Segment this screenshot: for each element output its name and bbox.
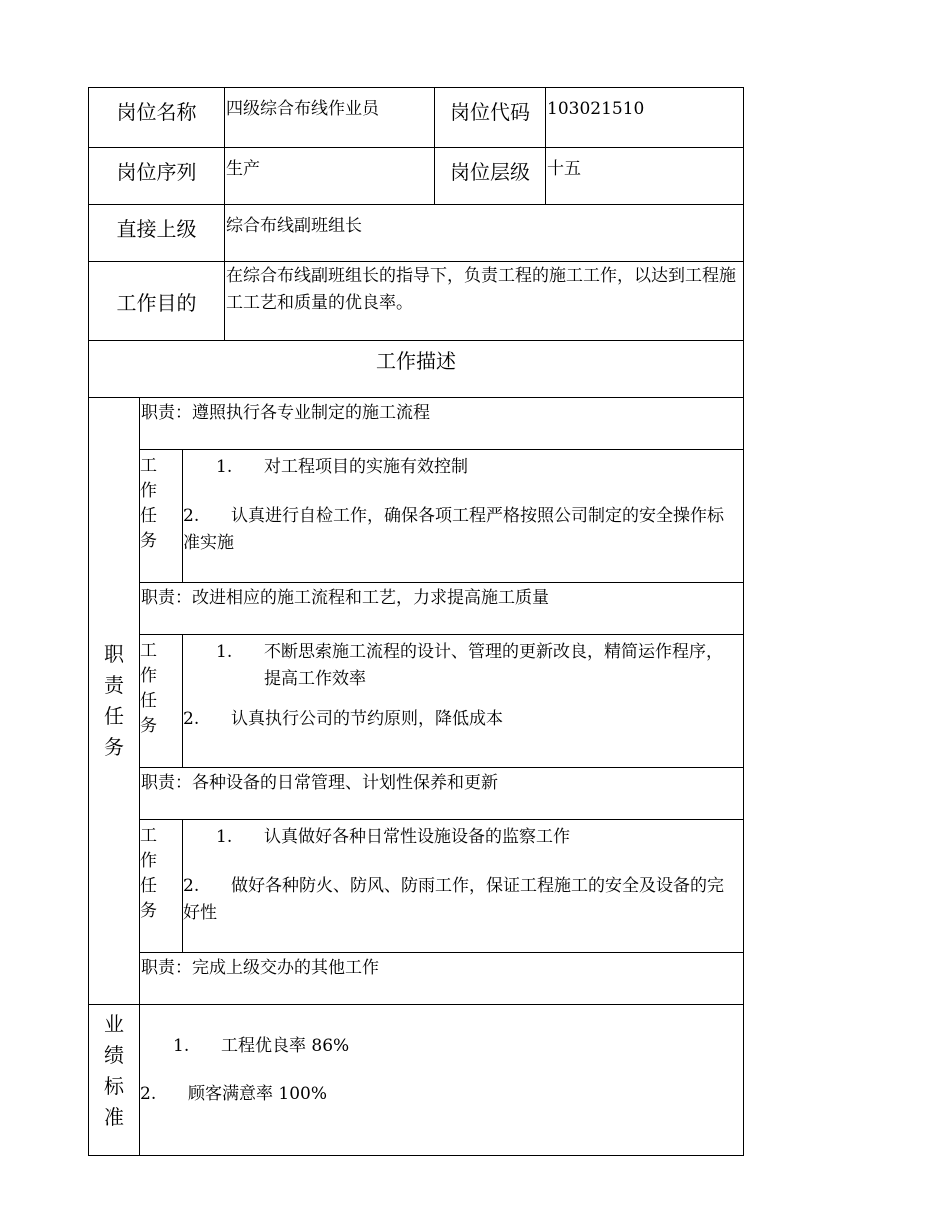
row-sequence	[89, 148, 744, 205]
row-description-title	[89, 341, 744, 398]
task-list	[183, 635, 744, 768]
performance-item: 1. 工程优良率 86%	[173, 1036, 350, 1056]
task-item: 2. 认真进行自检工作，确保各项工程严格按照公司制定的安全操作标准实施	[183, 506, 724, 553]
duty-row	[89, 768, 744, 820]
task-list	[183, 450, 744, 583]
duty-title: 职责：遵照执行各专业制定的施工流程	[140, 398, 744, 450]
performance-item: 2. 顾客满意率 100%	[140, 1084, 328, 1104]
row-purpose	[89, 262, 744, 341]
task-item: 2. 做好各种防火、防风、防雨工作，保证工程施工的安全及设备的完好性	[183, 876, 724, 923]
sequence-label: 岗位序列	[89, 148, 225, 205]
purpose-value: 在综合布线副班组长的指导下，负责工程的施工工作，以达到工程施工工艺和质量的优良率。	[225, 262, 744, 341]
position-name-label: 岗位名称	[89, 88, 225, 148]
job-description-table	[88, 87, 744, 1156]
duty-row	[89, 398, 744, 450]
task-row	[89, 450, 744, 583]
task-side-label: 工 作 任 务	[140, 820, 183, 953]
task-row	[89, 635, 744, 768]
task-row	[89, 820, 744, 953]
row-performance	[89, 1005, 744, 1156]
duty-title: 职责：完成上级交办的其他工作	[140, 953, 744, 1005]
row-supervisor	[89, 205, 744, 262]
duty-title: 职责：各种设备的日常管理、计划性保养和更新	[140, 768, 744, 820]
sequence-value: 生产	[225, 148, 435, 205]
level-value: 十五	[546, 148, 744, 205]
task-side-label: 工 作 任 务	[140, 635, 183, 768]
row-position-name	[89, 88, 744, 148]
position-name-value: 四级综合布线作业员	[225, 88, 435, 148]
description-title: 工作描述	[89, 341, 744, 398]
level-label: 岗位层级	[435, 148, 546, 205]
job-description-document	[88, 87, 743, 1156]
supervisor-value: 综合布线副班组长	[225, 205, 744, 262]
position-code-value: 103021510	[546, 88, 744, 148]
position-code-label: 岗位代码	[435, 88, 546, 148]
purpose-label: 工作目的	[89, 262, 225, 341]
duty-row	[89, 583, 744, 635]
duty-title: 职责：改进相应的施工流程和工艺，力求提高施工质量	[140, 583, 744, 635]
performance-list	[140, 1005, 744, 1156]
task-item: 1. 不断思索施工流程的设计、管理的更新改良，精简运作程序，提高工作效率	[216, 642, 723, 689]
duties-side-label: 职 责 任 务	[89, 398, 140, 1005]
task-item: 1. 对工程项目的实施有效控制	[216, 457, 468, 477]
task-side-label: 工 作 任 务	[140, 450, 183, 583]
performance-side-label: 业 绩 标 准	[89, 1005, 140, 1156]
supervisor-label: 直接上级	[89, 205, 225, 262]
task-item: 2. 认真执行公司的节约原则，降低成本	[183, 709, 503, 729]
task-list	[183, 820, 744, 953]
task-item: 1. 认真做好各种日常性设施设备的监察工作	[216, 827, 570, 847]
duty-row	[89, 953, 744, 1005]
